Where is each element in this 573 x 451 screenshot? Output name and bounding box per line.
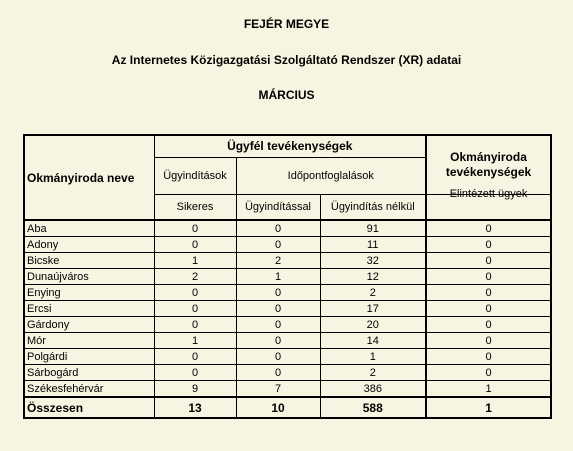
table-row [24,333,551,349]
total-elintezett-cell: 1 [426,397,551,418]
office-name-cell: Székesfehérvár [24,381,154,398]
office-name-header: Okmányiroda neve [24,135,154,220]
office-name-cell: Aba [24,220,154,237]
without-initiation-header: Ügyindítás nélkül [320,194,426,220]
sikeres-cell: 0 [154,365,236,381]
elintezett-cell: 0 [426,333,551,349]
nelkul-cell: 32 [320,253,426,269]
total-nelkul-cell: 588 [320,397,426,418]
month-title: MÁRCIUS [258,88,315,102]
office-name-cell: Ercsi [24,301,154,317]
client-activities-header: Ügyfél tevékenységek [154,135,426,157]
elintezett-cell: 0 [426,301,551,317]
office-activities-header [426,135,551,194]
office-name-cell: Mór [24,333,154,349]
ugyinditassal-cell: 0 [236,317,320,333]
ugyinditassal-cell: 0 [236,365,320,381]
report-subtitle: Az Internetes Közigazgatási Szolgáltató Rendszer (XR) adatai [111,53,462,67]
total-sikeres-cell: 13 [154,397,236,418]
elintezett-cell: 0 [426,365,551,381]
table-row [24,269,551,285]
elintezett-cell: 0 [426,253,551,269]
sikeres-cell: 0 [154,237,236,253]
sikeres-cell: 0 [154,317,236,333]
nelkul-cell: 17 [320,301,426,317]
table-row [24,349,551,365]
table-row [24,301,551,317]
office-name-cell: Adony [24,237,154,253]
sikeres-cell: 0 [154,301,236,317]
office-name-cell: Gárdony [24,317,154,333]
nelkul-cell: 11 [320,237,426,253]
ugyinditassal-cell: 0 [236,237,320,253]
ugyinditassal-cell: 0 [236,301,320,317]
elintezett-cell: 0 [426,285,551,301]
appointments-header: Időpontfoglalások [236,157,426,194]
elintezett-cell: 0 [426,349,551,365]
ugyinditassal-cell: 1 [236,269,320,285]
sikeres-cell: 2 [154,269,236,285]
table-row [24,381,551,398]
nelkul-cell: 386 [320,381,426,398]
initiations-header: Ügyindítások [154,157,236,194]
sikeres-cell: 1 [154,253,236,269]
elintezett-cell: 1 [426,381,551,398]
county-title: FEJÉR MEGYE [243,17,330,31]
statistics-table [23,134,552,419]
office-name-cell: Dunaújváros [24,269,154,285]
sikeres-cell: 0 [154,349,236,365]
successful-header: Sikeres [154,194,236,220]
ugyinditassal-cell: 0 [236,333,320,349]
table-row [24,220,551,237]
ugyinditassal-cell: 0 [236,349,320,365]
nelkul-cell: 2 [320,365,426,381]
table-row [24,285,551,301]
ugyinditassal-cell: 7 [236,381,320,398]
elintezett-cell: 0 [426,220,551,237]
office-activities-line1: Okmányiroda [450,149,527,164]
sikeres-cell: 0 [154,220,236,237]
ugyinditassal-cell: 0 [236,220,320,237]
with-initiation-header: Ügyindítással [236,194,320,220]
elintezett-cell: 0 [426,269,551,285]
office-activities-line2: tevékenységek [445,164,532,179]
office-name-cell: Polgárdi [24,349,154,365]
sikeres-cell: 9 [154,381,236,398]
total-ugyinditassal-cell: 10 [236,397,320,418]
nelkul-cell: 20 [320,317,426,333]
table-row [24,317,551,333]
nelkul-cell: 12 [320,269,426,285]
office-name-cell: Bicske [24,253,154,269]
table-row [24,253,551,269]
nelkul-cell: 2 [320,285,426,301]
sikeres-cell: 1 [154,333,236,349]
sikeres-cell: 0 [154,285,236,301]
elintezett-cell: 0 [426,237,551,253]
office-name-cell: Enying [24,285,154,301]
table-row [24,237,551,253]
nelkul-cell: 14 [320,333,426,349]
elintezett-cell: 0 [426,317,551,333]
nelkul-cell: 91 [320,220,426,237]
total-row [24,397,551,418]
total-label: Összesen [24,397,154,418]
table-row [24,365,551,381]
ugyinditassal-cell: 0 [236,285,320,301]
office-name-cell: Sárbogárd [24,365,154,381]
nelkul-cell: 1 [320,349,426,365]
ugyinditassal-cell: 2 [236,253,320,269]
completed-header: Elintézett ügyek [426,194,551,220]
